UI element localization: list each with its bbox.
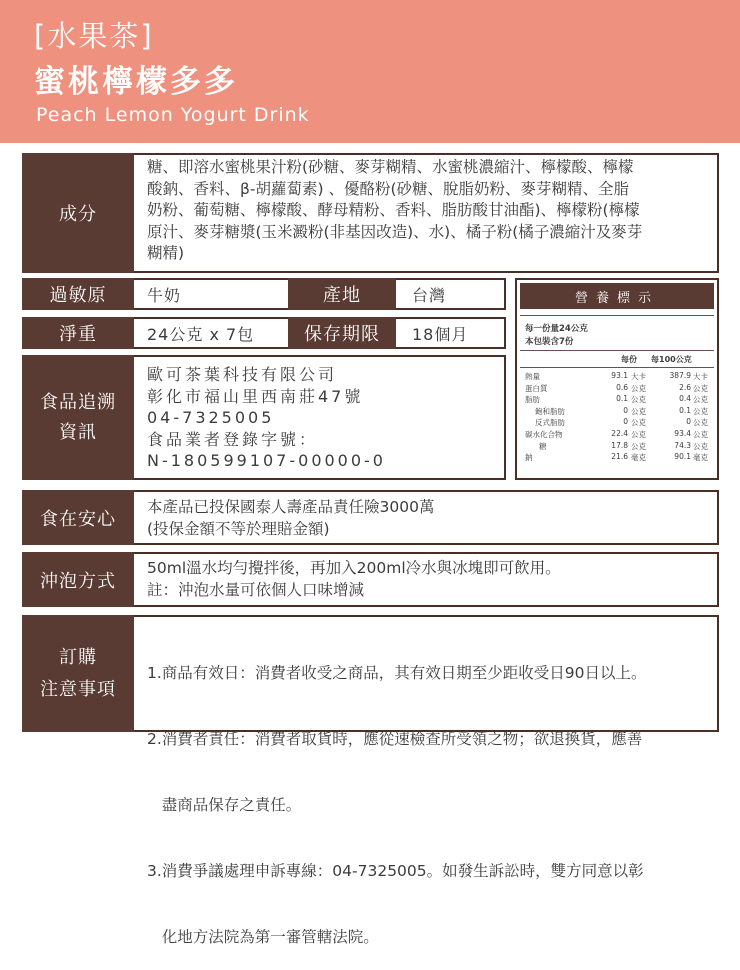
- ingredients-line: 奶粉、葡萄糖、檸檬酸、酵母精粉、香料、脂肪酸甘油酯)、檸檬粉(檸檬: [147, 201, 640, 219]
- traceability-label: [22, 355, 134, 480]
- nutrient-unit2: 公克: [693, 395, 708, 405]
- nutrient-per-serving: 0.6: [616, 382, 628, 392]
- header-banner: [0, 0, 740, 143]
- order-notes-label-line: 注意事項: [40, 678, 116, 700]
- traceability-label-line: 食品追溯: [40, 391, 116, 413]
- ingredients-line: 原汁、麥芽糖漿(玉米澱粉(非基因改造)、水)、橘子粉(橘子濃縮汁及麥芽: [147, 222, 643, 241]
- divider: [520, 350, 714, 351]
- nutrient-unit1: 公克: [631, 430, 646, 439]
- nutrient-unit2: 大卡: [693, 372, 708, 381]
- servings-per-package: 本包裝含7份: [525, 337, 574, 347]
- nutrient-unit2: 公克: [693, 406, 708, 416]
- nutrient-unit1: 毫克: [631, 453, 646, 463]
- brewing-label: 沖泡方式: [22, 552, 134, 607]
- order-notes-text: [147, 618, 647, 970]
- nutrient-per-serving: 17.8: [611, 440, 628, 450]
- ingredients-line: 酸鈉、香料、β-胡蘿蔔素) 、優酪粉(砂糖、脫脂奶粉、麥芽糊精、全脂: [147, 179, 630, 198]
- nutrient-per-serving: 0.1: [616, 394, 628, 404]
- order-notes-label-line: 訂購: [59, 646, 97, 668]
- nutrition-title: 營養標示: [520, 283, 714, 309]
- brewing-line: 註：沖泡水量可依個人口味增減: [147, 581, 365, 599]
- nutrient-unit2: 公克: [693, 418, 708, 428]
- nutrient-name: 反式脂肪: [535, 418, 565, 428]
- shelf-life-label: 保存期限: [288, 317, 396, 349]
- nutrient-per-100g: 0: [686, 417, 691, 427]
- product-title: 蜜桃檸檬多多: [34, 64, 238, 100]
- col-per-100g: 每100公克: [651, 355, 692, 364]
- nutrient-unit1: 公克: [631, 395, 646, 405]
- nutrient-name: 脂肪: [525, 395, 540, 405]
- divider: [520, 315, 714, 316]
- order-note-line: 化地方法院為第一審管轄法院。: [147, 928, 379, 946]
- nutrient-per-serving: 0: [623, 405, 628, 415]
- nutrient-per-serving: 22.4: [611, 429, 628, 438]
- nutrient-name: 飽和脂肪: [535, 406, 565, 416]
- nutrition-panel: [515, 278, 719, 480]
- nutrient-per-100g: 0.4: [679, 394, 691, 404]
- food-safety-label: 食在安心: [22, 490, 134, 545]
- nutrient-name: 碳水化合物: [525, 430, 563, 439]
- ingredients-label: 成分: [22, 153, 134, 273]
- serving-size: 每一份量24公克: [525, 324, 588, 334]
- nutrient-name: 鈉: [525, 453, 533, 463]
- ingredients-line: 糖、即溶水蜜桃果汁粉(砂糖、麥芽糊精、水蜜桃濃縮汁、檸檬酸、檸檬: [147, 158, 634, 176]
- shelf-life-value: 18個月: [412, 324, 469, 344]
- registration-number: N-180599107-00000-0: [147, 451, 386, 470]
- company-address: 彰化市福山里西南莊47號: [147, 386, 364, 406]
- traceability-label-line: 資訊: [59, 421, 97, 443]
- nutrient-unit2: 公克: [693, 383, 708, 393]
- allergen-label: 過敏原: [22, 278, 134, 310]
- origin-label: 產地: [288, 278, 396, 310]
- nutrient-unit2: 公克: [693, 441, 708, 451]
- net-weight-label: 淨重: [22, 317, 134, 349]
- nutrient-per-100g: 0.1: [679, 405, 691, 415]
- registration-label: 食品業者登錄字號：: [147, 429, 319, 449]
- nutrient-name: 蛋白質: [525, 383, 548, 393]
- ingredients-line: 糊精): [147, 244, 185, 262]
- ingredients-text: [147, 157, 712, 265]
- order-note-line: 1.商品有效日：消費者收受之商品，其有效日期至少距收受日90日以上。: [147, 664, 647, 682]
- nutrient-unit2: 公克: [693, 430, 708, 439]
- company-phone: 04-7325005: [147, 408, 275, 427]
- divider: [520, 367, 714, 368]
- nutrient-per-serving: 21.6: [611, 452, 628, 462]
- nutrient-unit1: 公克: [631, 441, 646, 451]
- nutrient-per-100g: 74.3: [674, 440, 691, 450]
- nutrient-unit1: 公克: [631, 418, 646, 428]
- product-subtitle: Peach Lemon Yogurt Drink: [36, 104, 310, 126]
- category-tag: [水果茶]: [34, 19, 154, 53]
- nutrient-unit1: 公克: [631, 383, 646, 393]
- col-per-serving: 每份: [621, 355, 637, 364]
- nutrient-per-100g: 90.1: [674, 452, 691, 462]
- nutrient-per-serving: 0: [623, 417, 628, 427]
- allergen-value: 牛奶: [147, 285, 182, 305]
- order-note-line: 3.消費爭議處理申訴專線：04-7325005。如發生訴訟時，雙方同意以彰: [147, 862, 644, 880]
- brewing-line: 50ml溫水均勻攪拌後，再加入200ml冷水與冰塊即可飲用。: [147, 559, 561, 577]
- nutrient-name: 糖: [539, 441, 547, 451]
- food-safety-text: [147, 496, 434, 540]
- net-weight-value: 24公克 x 7包: [147, 324, 255, 344]
- food-safety-line: 本產品已投保國泰人壽產品責任險3000萬: [147, 498, 435, 516]
- brewing-text: [147, 557, 561, 601]
- nutrient-unit1: 大卡: [631, 372, 646, 381]
- order-notes-label: [22, 615, 134, 732]
- nutrient-name: 熱量: [525, 372, 540, 381]
- nutrient-per-100g: 93.4: [674, 429, 691, 438]
- nutrient-per-serving: 93.1: [611, 371, 628, 380]
- order-note-line: 2.消費者責任：消費者取貨時，應從速檢查所受領之物；欲退換貨，應善: [147, 730, 643, 748]
- origin-value: 台灣: [412, 285, 447, 305]
- nutrient-per-100g: 2.6: [679, 382, 691, 392]
- nutrient-per-100g: 387.9: [669, 371, 691, 380]
- food-safety-line: (投保金額不等於理賠金額): [147, 520, 330, 538]
- company-name: 歐可茶葉科技有限公司: [147, 365, 338, 384]
- nutrient-unit1: 公克: [631, 406, 646, 416]
- order-note-line: 盡商品保存之責任。: [147, 796, 302, 814]
- traceability-text: [147, 364, 386, 472]
- nutrient-unit2: 毫克: [693, 453, 708, 463]
